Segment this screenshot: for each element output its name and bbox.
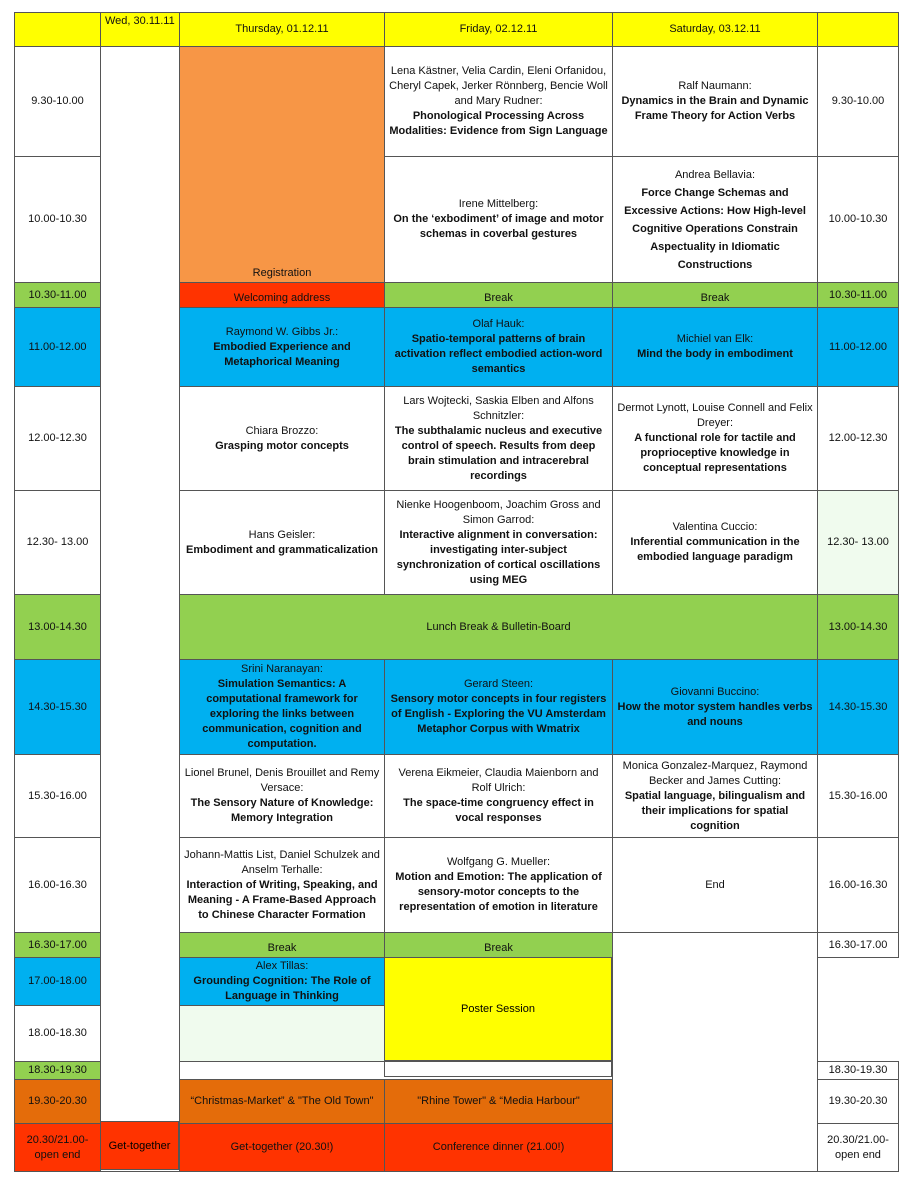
- get-together-thu-cell: Get-together (20.30!): [180, 1124, 385, 1172]
- talk-title: Embodiment and grammaticalization: [186, 543, 378, 556]
- talk-title: Interactive alignment in conversation: investigating inter-subject synchronization of cortical oscillations using MEG: [396, 528, 601, 586]
- talk-title: Grounding Cognition: The Role of Language in Thinking: [193, 975, 371, 1002]
- talk-fri-1200: [385, 387, 613, 491]
- talk-speakers: Lars Wojtecki, Saskia Elben and Alfons Schnitzler:: [403, 394, 594, 422]
- talk-title: Force Change Schemas and Excessive Actions: How High-level Cognitive Operations Constrain Aspectuality in Idiomatic Constructions: [624, 186, 806, 271]
- talk-title: Motion and Emotion: The application of sensory-motor concepts to the representation of emotion in literature: [395, 871, 602, 913]
- talk-speakers: Dermot Lynott, Louise Connell and Felix Dreyer:: [617, 402, 813, 429]
- header-time-right: [818, 13, 899, 47]
- time-left-1000: 10.00-10.30: [15, 157, 101, 283]
- time-right-0930: 9.30-10.00: [818, 47, 899, 157]
- talk-speakers: Gerard Steen:: [463, 678, 534, 690]
- talk-title: Inferential communication in the embodied language paradigm: [630, 536, 800, 563]
- talk-title: How the motor system handles verbs and nouns: [617, 700, 813, 728]
- talk-sat-1200: [613, 387, 818, 491]
- talk-thu-1200: [180, 387, 385, 491]
- time-right-1030: 10.30-11.00: [818, 283, 899, 308]
- registration-cell: Registration: [180, 47, 385, 283]
- time-right-1430: 14.30-15.30: [818, 660, 899, 755]
- talk-fri-1000: [385, 157, 613, 283]
- talk-thu-1430: [180, 660, 385, 755]
- talk-speakers: Andrea Bellavia:: [674, 168, 756, 181]
- talk-speakers: Alex Tillas:: [255, 960, 309, 972]
- talk-thu-1100: [180, 308, 385, 387]
- time-left-1830: 18.30-19.30: [15, 1062, 101, 1080]
- talk-title: On the ‘exbodiment’ of image and motor schemas in coverbal gestures: [393, 213, 604, 240]
- time-left-1630: 16.30-17.00: [15, 933, 101, 958]
- break-thu-1630: Break: [180, 933, 385, 958]
- talk-title: Phonological Processing Across Modalities: Evidence from Sign Language: [389, 110, 608, 137]
- christmas-market-cell: “Christmas-Market” & "The Old Town": [180, 1080, 385, 1124]
- talk-sat-1000: [613, 157, 818, 283]
- talk-speakers: Nienke Hoogenboom, Joachim Gross and Simon Garrod:: [396, 498, 601, 526]
- wednesday-empty-column: [101, 47, 180, 1172]
- talk-speakers: Monica Gonzalez-Marquez, Raymond Becker and James Cutting:: [622, 759, 808, 787]
- time-left-1700: 17.00-18.00: [15, 958, 101, 1006]
- talk-title: Embodied Experience and Metaphorical Meaning: [213, 340, 351, 368]
- talk-sat-1530: [613, 755, 818, 838]
- time-left-1030: 10.30-11.00: [15, 283, 101, 308]
- get-together-wed-label: Get-together: [108, 1139, 171, 1152]
- time-left-2030: 20.30/21.00-open end: [15, 1124, 101, 1172]
- talk-title: Dynamics in the Brain and Dynamic Frame Theory for Action Verbs: [621, 95, 809, 122]
- rhine-tower-cell: "Rhine Tower" & “Media Harbour": [385, 1080, 613, 1124]
- talk-thu-1700: [180, 958, 385, 1006]
- talk-title: Sensory motor concepts in four registers of English - Exploring the VU Amsterdam Metaphor Corpus with Wmatrix: [390, 693, 607, 735]
- talk-speakers: Olaf Hauk:: [472, 318, 525, 330]
- time-right-2030: 20.30/21.00-open end: [818, 1124, 899, 1172]
- time-left-1200: 12.00-12.30: [15, 387, 101, 491]
- time-right-1600: 16.00-16.30: [818, 838, 899, 933]
- time-left-1530: 15.30-16.00: [15, 755, 101, 838]
- talk-speakers: Chiara Brozzo:: [245, 424, 319, 437]
- talk-speakers: Wolfgang G. Mueller:: [446, 856, 551, 868]
- talk-speakers: Srini Naranayan:: [241, 663, 323, 675]
- talk-title: Mind the body in embodiment: [637, 348, 793, 360]
- talk-title: The subthalamic nucleus and executive control of speech. Results from deep brain stimulation and intracerebral recordings: [394, 424, 603, 482]
- time-right-1230: 12.30- 13.00: [818, 491, 899, 595]
- header-saturday: Saturday, 03.12.11: [613, 13, 818, 47]
- talk-thu-1530: [180, 755, 385, 838]
- welcoming-address-cell: Welcoming address: [180, 283, 385, 308]
- header-time-left: [15, 13, 101, 47]
- talk-title: Simulation Semantics: A computational framework for exploring the links between communication, cognition and computation.: [202, 678, 362, 750]
- talk-title: The space-time congruency effect in vocal responses: [403, 797, 594, 824]
- time-left-1930: 19.30-20.30: [15, 1080, 101, 1124]
- talk-title: Spatial language, bilingualism and their implications for spatial cognition: [624, 789, 806, 832]
- talk-speakers: Verena Eikmeier, Claudia Maienborn and Rolf Ulrich:: [398, 767, 599, 794]
- talk-speakers: Johann-Mattis List, Daniel Schulzek and Anselm Terhalle:: [184, 848, 380, 876]
- talk-fri-1230: [385, 491, 613, 595]
- time-right-1300: 13.00-14.30: [818, 595, 899, 660]
- time-right-1930: 19.30-20.30: [818, 1080, 899, 1124]
- talk-title: Grasping motor concepts: [215, 439, 349, 452]
- time-right-1530: 15.30-16.00: [818, 755, 899, 838]
- poster-session-cell: [384, 957, 612, 1061]
- saturday-evening-empty: [613, 933, 818, 1172]
- talk-speakers: Lena Kästner, Velia Cardin, Eleni Orfanidou, Cheryl Capek, Jerker Rönnberg, Bencie Woll and Mary Rudner:: [389, 65, 608, 107]
- talk-speakers: Raymond W. Gibbs Jr.:: [225, 325, 339, 338]
- time-right-1200: 12.00-12.30: [818, 387, 899, 491]
- header-wednesday: Wed, 30.11.11: [101, 13, 180, 47]
- time-left-1300: 13.00-14.30: [15, 595, 101, 660]
- time-right-1830: 18.30-19.30: [818, 1062, 899, 1080]
- conference-dinner-cell: Conference dinner (21.00!): [385, 1124, 613, 1172]
- time-left-1100: 11.00-12.00: [15, 308, 101, 387]
- talk-title: The Sensory Nature of Knowledge: Memory Integration: [190, 797, 374, 824]
- talk-fri-1430: [385, 660, 613, 755]
- header-friday: Friday, 02.12.11: [385, 13, 613, 47]
- talk-speakers: Michiel van Elk:: [676, 333, 754, 345]
- talk-title: Spatio-temporal patterns of brain activation reflect embodied action-word semantics: [394, 333, 603, 375]
- talk-thu-1600: [180, 838, 385, 933]
- time-right-1000: 10.00-10.30: [818, 157, 899, 283]
- thu-1800-empty: [180, 1006, 385, 1062]
- talk-speakers: Ralf Naumann:: [678, 80, 752, 92]
- talk-speakers: Irene Mittelberg:: [458, 198, 539, 210]
- talk-sat-0930: [613, 47, 818, 157]
- talk-sat-1430: [613, 660, 818, 755]
- break-fri-1630: Break: [385, 933, 613, 958]
- talk-fri-0930: [385, 47, 613, 157]
- talk-speakers: Valentina Cuccio:: [672, 521, 758, 533]
- talk-title: A functional role for tactile and proprioceptive knowledge in conceptual representations: [634, 432, 796, 474]
- talk-speakers: Hans Geisler:: [248, 528, 316, 541]
- time-left-1600: 16.00-16.30: [15, 838, 101, 933]
- talk-sat-1100: [613, 308, 818, 387]
- talk-fri-1100: [385, 308, 613, 387]
- poster-session-label: Poster Session: [461, 1003, 535, 1015]
- header-thursday: Thursday, 01.12.11: [180, 13, 385, 47]
- talk-thu-1230: [180, 491, 385, 595]
- time-right-1630: 16.30-17.00: [818, 933, 899, 958]
- end-cell: End: [613, 838, 818, 933]
- talk-fri-1530: [385, 755, 613, 838]
- time-left-1800: 18.00-18.30: [15, 1006, 101, 1062]
- talk-sat-1230: [613, 491, 818, 595]
- talk-speakers: Giovanni Buccino:: [670, 685, 760, 698]
- fri-1830-empty-overlay: [384, 1061, 612, 1077]
- time-left-0930: 9.30-10.00: [15, 47, 101, 157]
- talk-title: Interaction of Writing, Speaking, and Meaning - A Frame-Based Approach to Chinese Character Formation: [186, 878, 378, 921]
- time-left-1230: 12.30- 13.00: [15, 491, 101, 595]
- lunch-break-cell: Lunch Break & Bulletin-Board: [180, 595, 818, 660]
- talk-speakers: Lionel Brunel, Denis Brouillet and Remy Versace:: [184, 767, 380, 794]
- break-fri-1030: Break: [385, 283, 613, 308]
- get-together-wed-cell: [100, 1121, 179, 1170]
- talk-fri-1600: [385, 838, 613, 933]
- break-sat-1030: Break: [613, 283, 818, 308]
- time-right-1100: 11.00-12.00: [818, 308, 899, 387]
- time-left-1430: 14.30-15.30: [15, 660, 101, 755]
